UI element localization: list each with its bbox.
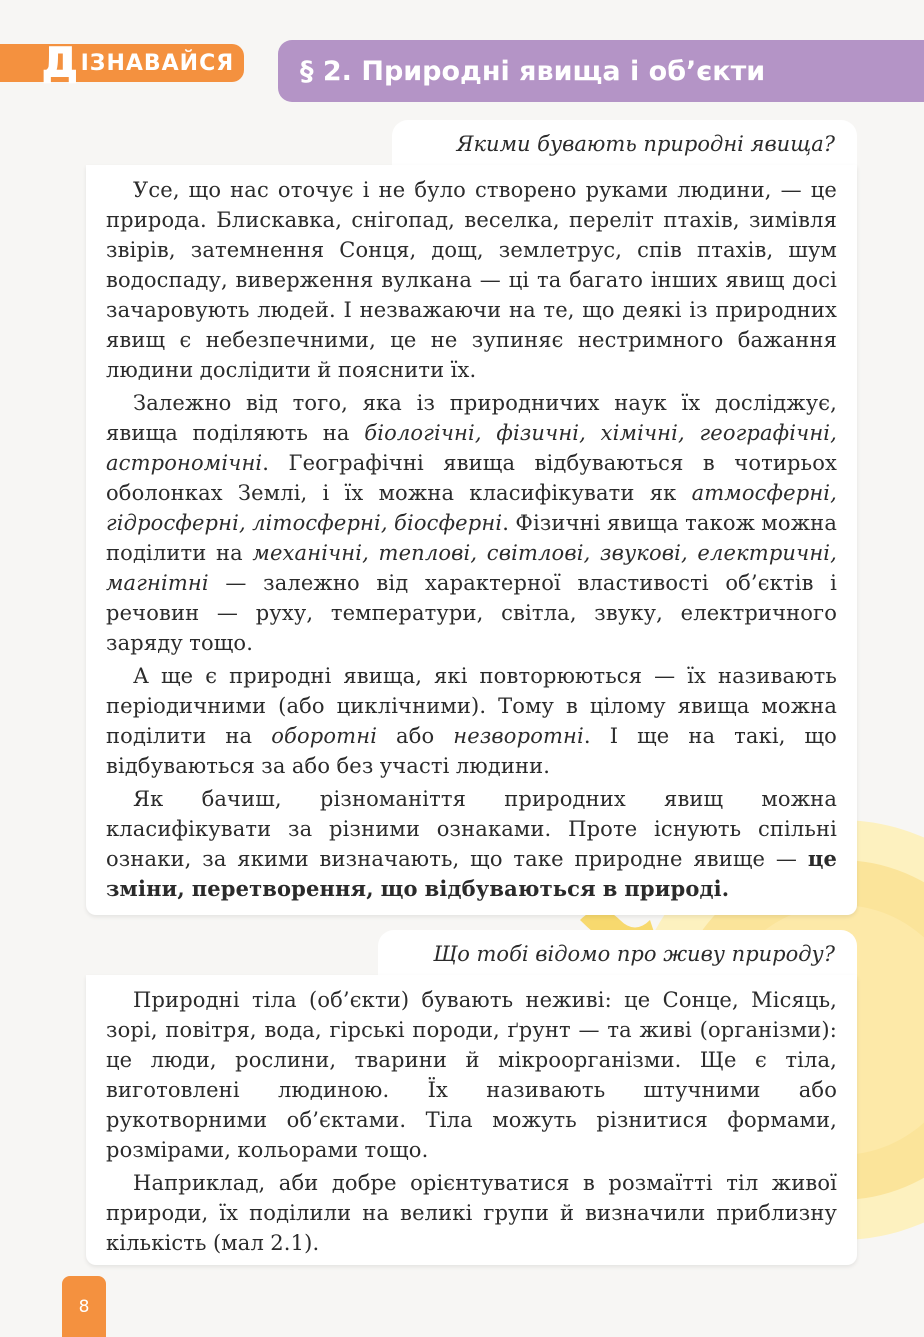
paragraph [106,388,837,658]
text-run: Як бачиш, різноманіття природних явищ можна класифікувати за різними ознаками. Проте існують спільні ознаки, за якими визначають, що таке природне явище — [106,787,837,871]
italic-term: біологічні, фізичні, хімічні, географічні, астрономічні [106,421,838,475]
paragraph-text: Природні тіла (об’єкти) бувають неживі: це Сонце, Місяць, зорі, повітря, вода, гірські породи, ґрунт — та живі (організми): це люди, рослини, тварини й мікроорганізми. Ще є тіла, виготовлені людиною. Їх називають штучними або рукотворними об’єктами. Тіла можуть різнитися формами, розмірами, кольорами тощо. [106,988,837,1162]
text-run: . І ще на такі, що відбуваються за або без участі людини. [106,724,837,778]
paragraph [106,784,837,904]
question-tab-phenomena [392,120,857,168]
paragraph [106,1168,837,1258]
text-card-phenomena [86,165,857,915]
paragraph-text: Наприклад, аби добре орієнтуватися в розмаїтті тіл живої природи, їх поділили на великі групи й визначили приблизну кількість (мал 2.1). [106,1171,837,1255]
italic-term: атмосферні, гідросферні, літосферні, біосферні [106,481,837,535]
text-run: Залежно від того, яка із природничих наук їх досліджує, явища поділяють на [106,391,837,445]
section-title-bar [278,40,924,102]
text-run: — залежно від характерної властивості об’єктів і речовин — руху, температури, світла, звуку, електричного заряду тощо. [106,571,837,655]
question-tab-living-nature [378,930,857,978]
question-heading: Якими бувають природні явища? [456,132,835,156]
text-run: або [377,724,454,748]
learn-section-tag [0,40,244,86]
page-number-label: 8 [78,1296,90,1317]
text-run: . Фізичні явища також можна поділити на [106,511,837,565]
paragraph-text: Усе, що нас оточує і не було створено руками людини, — це природа. Блискавка, снігопад, веселка, переліт птахів, зимівля звірів, затемнення Сонця, дощ, землетрус, спів птахів, шум водоспаду, виверження вулкана — ці та багато інших явищ досі зачаровують людей. І незважаючи на те, що деякі із природних явищ є небезпечними, це не зупиняє нестримного бажання людини дослідити й пояснити їх. [106,178,837,382]
paragraph [106,661,837,781]
text-card-living-nature [86,975,857,1265]
paragraph [106,175,837,385]
page-number [62,1276,106,1337]
italic-term: оборотні [271,724,378,748]
text-run: А ще є природні явища, які повторюються — їх називають періодичними (або циклічними). Тому в цілому явища можна поділити на [106,664,837,748]
tag-initial-letter: Д [42,40,79,86]
tag-label: ІЗНАВАЙСЯ [80,50,235,76]
paragraph [106,985,837,1165]
italic-term: механічні, теплові, світлові, звукові, електричні, магнітні [106,541,837,595]
section-title: § 2. Природні явища і об’єкти [300,55,766,87]
italic-term: незворотні [453,724,584,748]
question-heading: Що тобі відомо про живу природу? [433,942,835,966]
text-run: . Географічні явища відбуваються в чотирьох оболонках Землі, і їх можна класифікувати як [106,451,837,505]
bold-definition: це зміни, перетворення, що відбуваються в природі. [106,846,837,901]
